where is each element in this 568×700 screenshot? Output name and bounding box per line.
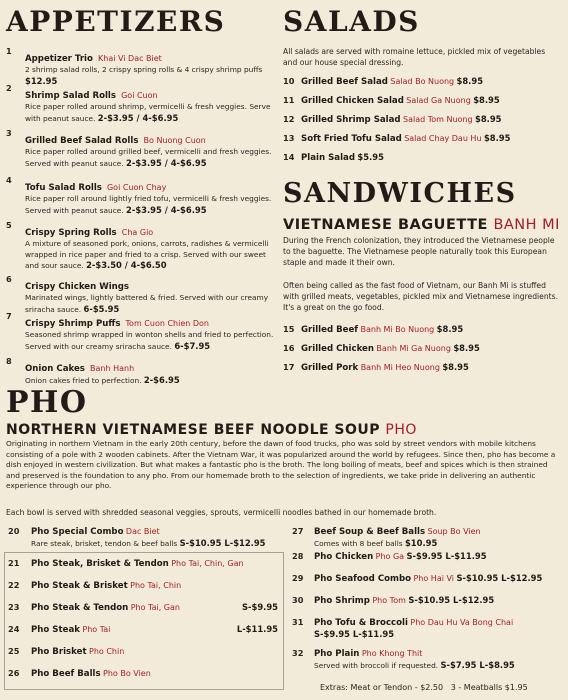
item-vietnamese-name: Bo Nuong Cuon [143,136,206,145]
item-number: 8 [6,356,12,366]
item-vietnamese-name: Pho Tai, Chin, Gan [171,559,244,568]
item-vietnamese-name: Pho Tai [82,625,111,634]
pho-extras-note: Extras: Meat or Tendon - $2.50 3 - Meatballs $1.95 [320,683,528,692]
list-item [283,76,563,95]
item-price: $5.95 [357,152,384,162]
item-name: Grilled Beef Salad Rolls [25,136,139,146]
item-price: $8.95 [453,343,480,353]
item-vietnamese-name: Soup Bo Vien [427,527,481,536]
sandwiches-subtitle [283,217,560,233]
item-name: Crispy Spring Rolls [25,228,117,238]
item-vietnamese-name: Goi Cuon Chay [106,183,167,192]
list-item [8,602,278,624]
item-vietnamese-name: Salad Bo Nuong [390,77,455,86]
item-name: Shrimp Salad Rolls [25,91,116,101]
salads-heading: SALADS [283,5,420,38]
item-number: 23 [8,602,20,612]
item-vietnamese-name: Tom Cuon Chien Don [125,319,209,328]
item-name: Crispy Chicken Wings [25,282,130,292]
item-name: Grilled Beef [301,325,359,335]
item-description: Rice paper rolled around shrimp, vermicelli & fresh veggies. Serve with peanut sauce. [25,102,271,123]
item-name: Pho Beef Balls [31,669,101,679]
item-price: $12.95 [25,75,58,86]
item-description: Rice paper roll around lightly fried tofu, vermicelli & fresh veggies. Served with peanut sauce. [25,194,272,215]
list-item [6,274,278,314]
item-description: Marinated wings, lightly battered & fried. Served with our creamy sriracha sauce. [25,293,269,314]
item-price: L-$11.95 [236,624,278,634]
list-item [283,324,563,343]
item-name: Appetizer Trio [25,54,93,64]
item-number: 5 [6,220,12,230]
item-price: 2-$6.95 [143,375,180,385]
item-vietnamese-name: Pho Hai Vi [413,574,455,583]
list-item [6,220,278,274]
sandwiches-intro-2: Often being called as the fast food of Vietnam, our Banh Mi is stuffed with grilled meats, vegetables, pickled mix and Vietnamese ingredients. It's a great on the go food. [283,281,558,312]
item-vietnamese-name: Banh Mi Ga Nuong [376,344,451,353]
list-item [292,526,564,551]
item-price: $10.95 [404,538,438,548]
sandwiches-heading: SANDWICHES [283,178,517,209]
item-number: 32 [292,648,304,658]
item-name: Crispy Shrimp Puffs [25,319,121,329]
item-number: 12 [283,114,295,124]
item-price: S-$10.95 L-$12.95 [179,538,266,548]
pho-heading: PHO [6,385,88,420]
item-number: 22 [8,580,20,590]
item-vietnamese-name: Pho Tai, Gan [130,603,180,612]
list-item [283,95,563,114]
item-price: 6-$5.95 [83,303,120,314]
item-price: $8.95 [475,114,502,124]
pho-served-note: Each bowl is served with shredded seasonal veggies, sprouts, vermicelli noodles bathed in our homemade broth. [6,508,437,517]
item-vietnamese-name: Banh Mi Heo Nuong [360,363,440,372]
list-item [6,311,278,356]
item-vietnamese-name: Cha Gio [121,228,154,237]
list-item [8,624,278,646]
item-vietnamese-name: Goi Cuon [121,91,158,100]
list-item [283,343,563,362]
item-number: 11 [283,95,295,105]
item-number: 29 [292,573,304,583]
item-name: Pho Chicken [314,552,374,562]
list-item [8,668,278,690]
list-item [283,133,563,152]
item-name: Soft Fried Tofu Salad [301,134,402,144]
item-price: 6-$7.95 [174,340,211,351]
item-vietnamese-name: Dac Biet [125,527,160,536]
item-number: 25 [8,646,20,656]
item-price: 2-$3.95 / 4-$6.95 [126,157,207,168]
list-item [6,356,278,385]
item-vietnamese-name: Salad Ga Nuong [406,96,471,105]
item-vietnamese-name: Salad Chay Dau Hu [404,134,482,143]
item-name: Pho Plain [314,649,360,659]
item-name: Pho Steak & Brisket [31,581,128,591]
item-name: Pho Steak [31,625,80,635]
item-price: $8.95 [436,324,464,334]
item-number: 30 [292,595,304,605]
item-name: Plain Salad [301,153,355,163]
item-vietnamese-name: Pho Tai, Chin [130,581,182,590]
pho-right-list [292,526,564,678]
item-number: 26 [8,668,20,678]
item-vietnamese-name: Pho Khong Thit [361,649,423,658]
item-name: Pho Steak, Brisket & Tendon [31,559,169,569]
item-name: Pho Steak & Tendon [31,603,129,613]
item-number: 31 [292,617,304,627]
sandwiches-intro: During the French colonization, they introduced the Vietnamese people to the baguette. The Vietnamese people naturally took this European staple and made it their own. [283,236,555,267]
sandwiches-list [283,324,563,381]
item-vietnamese-name: Khai Vi Dac Biet [98,54,162,63]
list-item [292,648,564,678]
list-item [6,128,278,175]
item-name: Pho Tofu & Broccoli [314,618,408,628]
list-item [292,551,564,573]
subtitle-vietnamese: BANH MI [493,217,560,233]
list-item [292,573,564,595]
item-number: 2 [6,83,12,93]
item-vietnamese-name: Banh Hanh [90,364,135,373]
item-number: 28 [292,551,304,561]
salads-intro: All salads are served with romaine lettuce, pickled mix of vegetables and our house special dressing. [283,47,546,67]
list-item [292,595,564,617]
item-number: 1 [6,46,12,56]
item-price: S-$10.95 L-$12.95 [456,573,543,583]
list-item [6,83,278,128]
pho-intro: Originating in northern Vietnam in the early 20th century, before the dawn of food trucks, pho was sold by street vendors with mobile kitchens consisting of a pole with 2 wooden cabinets. After the Vietnam War, it was popularized around the world by refugees. Since then, pho has become a dish enjoyed in western civilization. But what makes a fantastic pho is the broth. The long boiling of meats, beef and spices which is then strained and preserved is the foundation to any pho. From our homemade broth to the selection of ingredients, we take pride in delivering an authentic experience through our pho. [6,439,556,491]
item-price: 2-$3.95 / 4-$6.95 [126,204,207,215]
list-item [283,152,563,171]
item-price: S-$9.95 L-$11.95 [314,629,395,639]
item-vietnamese-name: Salad Tom Nuong [403,115,473,124]
item-description: Rice paper rolled around grilled beef, vermicelli and fresh veggies. Served with peanut sauce. [25,147,272,168]
appetizers-heading: APPETIZERS [6,5,226,38]
appetizers-list [6,46,278,385]
item-name: Grilled Chicken Salad [301,96,404,106]
salads-list [283,76,563,171]
item-description: Served with broccoli if requested. [314,661,439,670]
item-price: $8.95 [473,95,500,105]
list-item [8,646,278,668]
item-price: $8.95 [456,76,484,86]
item-number: 6 [6,274,12,284]
list-item [8,558,278,580]
item-number: 10 [283,76,295,86]
item-price: S-$9.95 L-$11.95 [406,551,487,561]
item-number: 24 [8,624,20,634]
item-price: S-$10.95 L-$12.95 [408,595,495,605]
list-item [8,526,280,550]
item-description: A mixture of seasoned pork, onions, carrots, radishes & vermicelli wrapped in rice paper and fried to a crisp. Served with our sweet and sour sauce. [25,239,269,271]
item-name: Pho Special Combo [31,527,124,537]
item-price: $8.95 [442,362,469,372]
item-vietnamese-name: Pho Dau Hu Va Bong Chai [410,618,514,627]
item-price: 2-$3.95 / 4-$6.95 [97,112,179,123]
item-number: 7 [6,311,12,321]
item-description: 2 shrimp salad rolls, 2 crispy spring rolls & 4 crispy shrimp puffs [25,65,263,74]
item-description: Rare steak, brisket, tendon & beef balls [31,539,178,548]
item-description: Onion cakes fried to perfection. [25,376,142,385]
item-number: 21 [8,558,20,568]
item-vietnamese-name: Banh Mi Bo Nuong [360,325,435,334]
item-name: Pho Shrimp [314,596,370,606]
subtitle-vietnamese: PHO [385,422,417,438]
item-description: Comes with 8 beef balls [314,539,403,548]
item-number: 14 [283,152,295,162]
pho-subtitle [6,422,417,438]
list-item [8,580,278,602]
item-price: $8.95 [483,133,511,143]
item-name: Beef Soup & Beef Balls [314,527,426,537]
item-name: Grilled Shrimp Salad [301,115,401,125]
item-name: Tofu Salad Rolls [25,183,102,193]
item-name: Onion Cakes [25,364,85,374]
item-number: 15 [283,324,295,334]
list-item [292,617,564,648]
list-item [6,175,278,220]
list-item [6,46,278,86]
item-vietnamese-name: Pho Bo Vien [103,669,151,678]
item-price: 2-$3.50 / 4-$6.50 [86,260,167,271]
item-price: S-$9.95 [242,602,278,612]
item-price: S-$7.95 L-$8.95 [440,660,515,670]
item-name: Grilled Chicken [301,344,374,354]
subtitle-text: VIETNAMESE BAGUETTE [283,217,488,233]
item-name: Grilled Pork [301,363,359,373]
item-name: Grilled Beef Salad [301,77,388,87]
item-vietnamese-name: Pho Ga [375,552,405,561]
item-number: 17 [283,362,295,372]
item-number: 20 [8,526,20,536]
item-number: 16 [283,343,295,353]
item-number: 3 [6,128,12,138]
item-number: 4 [6,175,12,185]
item-number: 27 [292,526,304,536]
subtitle-text: NORTHERN VIETNAMESE BEEF NOODLE SOUP [6,422,381,438]
pho-left-list [8,558,278,690]
list-item [283,114,563,133]
item-name: Pho Brisket [31,647,87,657]
item-vietnamese-name: Pho Chin [89,647,125,656]
item-description: Seasoned shrimp wrapped in wonton shells and fried to perfection. Served with our creamy sriracha sauce. [25,330,274,351]
item-name: Pho Seafood Combo [314,574,412,584]
list-item [283,362,563,381]
item-vietnamese-name: Pho Tom [372,596,406,605]
item-number: 13 [283,133,295,143]
